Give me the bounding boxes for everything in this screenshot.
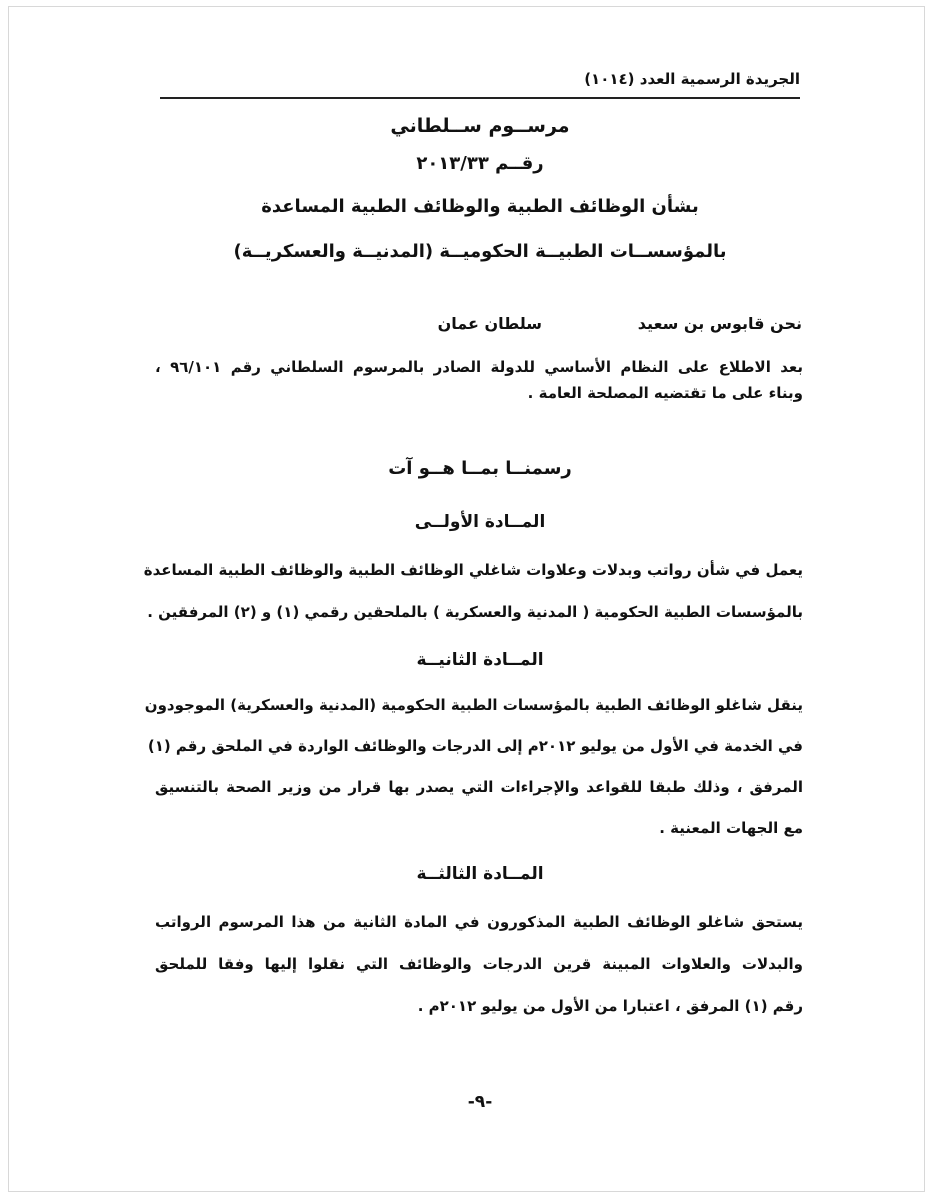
issuer-title: سلطان عمان — [437, 314, 542, 333]
article-line: في الخدمة في الأول من يوليو ٢٠١٢م إلى الدرجات والوظائف الواردة في الملحق رقم (١) — [147, 737, 803, 755]
decree-phrase: رسمنــا بمــا هــو آت — [388, 458, 572, 479]
issuer-row — [160, 314, 802, 344]
article-line: يستحق شاغلو الوظائف الطبية المذكورون في المادة الثانية من هذا المرسوم الرواتب — [155, 913, 803, 931]
article-1-body — [143, 549, 803, 633]
article-line: والبدلات والعلاوات المبينة قرين الدرجات والوظائف التي نقلوا إليها وفقا للملحق — [155, 955, 803, 973]
issuer-name: نحن قابوس بن سعيد — [637, 314, 802, 333]
decree-type: مرســوم ســلطاني — [390, 115, 570, 137]
article-1-title: المــادة الأولــى — [414, 512, 546, 532]
preamble-line: وبناء على ما تقتضيه المصلحة العامة . — [527, 384, 803, 402]
article-3-title: المــادة الثالثــة — [416, 864, 544, 884]
preamble-line: بعد الاطلاع على النظام الأساسي للدولة الصادر بالمرسوم السلطاني رقم ٩٦/١٠١ ، — [155, 358, 803, 376]
article-3-body — [155, 901, 803, 1027]
preamble — [155, 354, 803, 406]
article-2-title: المــادة الثانيــة — [416, 650, 544, 670]
article-line: يعمل في شأن رواتب وبدلات وعلاوات شاغلي الوظائف الطبية والوظائف الطبية المساعدة — [143, 561, 803, 579]
decree-subject-line-2: بالمؤسســات الطبيــة الحكوميــة (المدنيــة والعسكريــة) — [233, 241, 727, 262]
gazette-header: الجريدة الرسمية العدد (١٠١٤) — [584, 70, 800, 88]
header-divider — [160, 97, 800, 99]
article-line: رقم (١) المرفق ، اعتبارا من الأول من يوليو ٢٠١٢م . — [417, 997, 803, 1015]
article-line: مع الجهات المعنية . — [659, 819, 803, 837]
article-2-body — [144, 685, 803, 849]
decree-subject-line-1: بشأن الوظائف الطبية والوظائف الطبية المساعدة — [261, 196, 699, 217]
page-number: -٩- — [467, 1092, 493, 1112]
decree-number: رقــم ٢٠١٣/٣٣ — [416, 153, 544, 174]
article-line: المرفق ، وذلك طبقا للقواعد والإجراءات التي يصدر بها قرار من وزير الصحة بالتنسيق — [155, 778, 803, 796]
article-line: بالمؤسسات الطبية الحكومية ( المدنية والعسكرية ) بالملحقين رقمي (١) و (٢) المرفقين . — [147, 603, 803, 621]
article-line: ينقل شاغلو الوظائف الطبية بالمؤسسات الطبية الحكومية (المدنية والعسكرية) الموجودون — [144, 696, 803, 714]
